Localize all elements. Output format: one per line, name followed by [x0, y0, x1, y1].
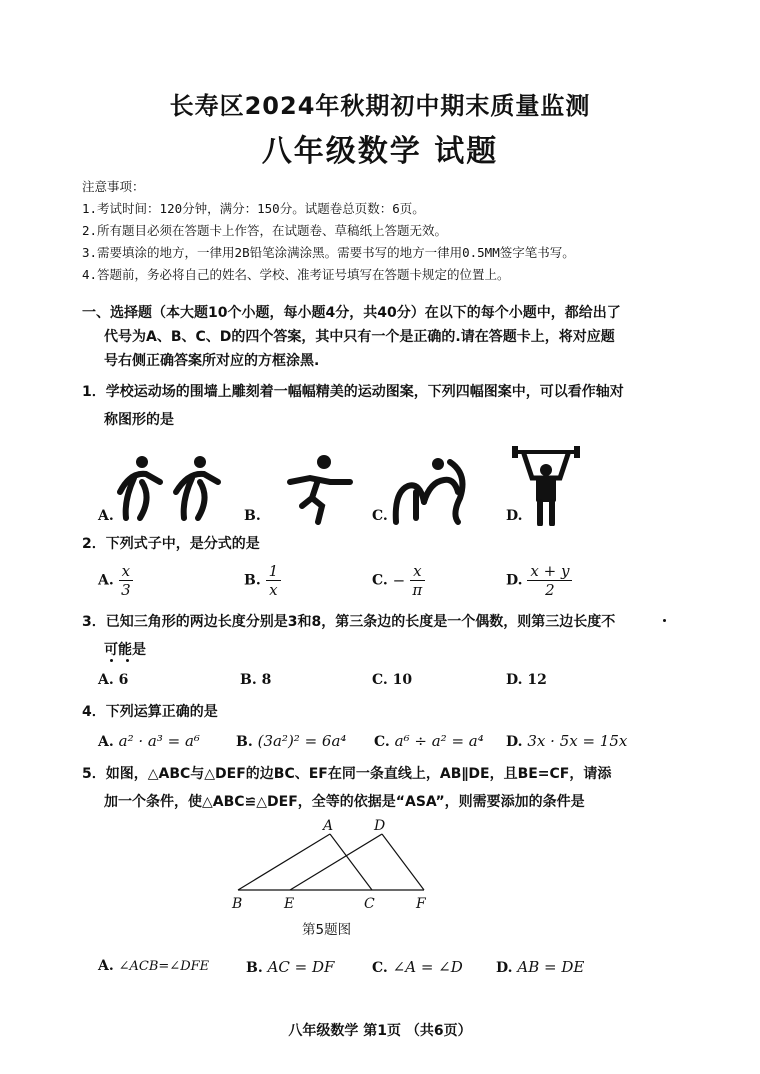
- q2-b-numerator: 1: [266, 562, 282, 581]
- question-4-text: 4．下列运算正确的是: [82, 704, 218, 720]
- q2-d-denominator: 2: [545, 581, 555, 599]
- exam-title-line2: 八年级数学 试题: [261, 134, 499, 169]
- q5-option-b: [246, 958, 334, 976]
- q5-figure-caption: 第5题图: [302, 922, 352, 938]
- q1-option-a-label: A.: [98, 508, 114, 524]
- section-1-instructions: [82, 301, 682, 373]
- q2-option-a-fraction: [119, 562, 133, 599]
- note-item-1: 1.考试时间：120分钟，满分：150分。试题卷总页数：6页。: [82, 201, 425, 216]
- q4-option-c: [374, 732, 484, 750]
- q4-option-d: [506, 732, 627, 750]
- question-1: [82, 378, 682, 434]
- q2-b-denominator: x: [269, 581, 278, 599]
- q2-option-a: [98, 562, 133, 599]
- question-2-text: 2．下列式子中，是分式的是: [82, 536, 260, 552]
- q4-option-b: [236, 732, 346, 750]
- emphasis-dot: [110, 659, 113, 662]
- q1-option-c-label: C.: [372, 508, 388, 524]
- q2-option-d: [506, 562, 572, 599]
- note-item-2: 2.所有题目必须在答题卡上作答，在试题卷、草稿纸上答题无效。: [82, 223, 448, 238]
- exam-title-line1: 长寿区2024年秋期初中期末质量监测: [169, 92, 591, 120]
- q5-option-b-label: B.: [246, 960, 263, 976]
- q5-option-a: [98, 958, 209, 974]
- q2-c-denominator: π: [412, 581, 423, 599]
- section-1-line-3: 号右侧正确答案所对应的方框涂黑.: [104, 353, 320, 369]
- q4-option-a-label: A.: [98, 734, 114, 750]
- question-3: [82, 608, 682, 664]
- q2-option-b-fraction: [266, 562, 282, 599]
- q5-option-c: [372, 958, 463, 976]
- q2-option-b: [244, 562, 281, 599]
- q4-option-c-label: C.: [374, 734, 390, 750]
- q4-option-a: [98, 732, 200, 750]
- q2-d-numerator: x + y: [527, 562, 572, 581]
- question-3-line-2: 可能是: [104, 642, 146, 658]
- q1-option-d-label: D.: [506, 508, 523, 524]
- q4-c-expression: a⁶ ÷ a² = a⁴: [394, 732, 484, 750]
- q2-option-c: [372, 562, 425, 599]
- section-1-line-1: 一、选择题（本大题10个小题，每小题4分，共40分）在以下的每个小题中，都给出了: [82, 305, 621, 321]
- question-1-line-1: 1．学校运动场的围墙上雕刻着一幅幅精美的运动图案，下列四幅图案中，可以看作轴对: [82, 384, 624, 400]
- emphasis-dot: [663, 619, 666, 622]
- q2-option-c-label: C.: [372, 572, 388, 589]
- point-d-label: D: [374, 818, 386, 834]
- q2-option-c-fraction: [410, 562, 424, 599]
- point-f-label: F: [416, 896, 426, 912]
- line-ab: [238, 834, 330, 890]
- q5-a-expression: ∠ACB=∠DFE: [118, 959, 210, 974]
- section-1-line-2: 代号为A、B、C、D的四个答案，其中只有一个是正确的.请在答题卡上，将对应题: [104, 329, 615, 345]
- notes-heading: 注意事项：: [82, 179, 145, 194]
- q3-option-c: C. 10: [372, 672, 413, 688]
- q5-d-expression: AB = DE: [517, 958, 585, 976]
- q2-c-sign: −: [392, 571, 406, 590]
- q4-d-expression: 3x · 5x = 15x: [527, 732, 628, 750]
- question-5-line-2: 加一个条件，使△ABC≌△DEF，全等的依据是“ASA”，则需要添加的条件是: [104, 794, 585, 810]
- point-e-label: E: [284, 896, 295, 912]
- q5-triangle-figure: [228, 814, 438, 914]
- point-b-label: B: [232, 896, 243, 912]
- q4-b-expression: (3a²)² = 6a⁴: [257, 732, 347, 750]
- q2-option-d-label: D.: [506, 572, 523, 589]
- q5-option-c-label: C.: [372, 960, 388, 976]
- q5-option-d: [496, 958, 584, 976]
- q3-option-d: D. 12: [506, 672, 547, 688]
- emphasis-dot: [126, 659, 129, 662]
- note-item-3: 3.需要填涂的地方，一律用2B铅笔涂满涂黑。需要书写的地方一律用0.5MM签字笔书写。: [82, 245, 575, 260]
- q3-option-b: B. 8: [240, 672, 272, 688]
- question-5-line-1: 5．如图，△ABC与△DEF的边BC、EF在同一条直线上，AB∥DE，且BE=CF，请添: [82, 766, 612, 782]
- q1-option-b-figure: [282, 452, 356, 526]
- q1-option-a-figure: [112, 452, 232, 524]
- q1-option-b-label: B.: [244, 508, 261, 524]
- q2-option-b-label: B.: [244, 572, 261, 589]
- q4-a-expression: a² · a³ = a⁶: [118, 732, 200, 750]
- line-df: [382, 834, 424, 890]
- q1-option-d-figure: [508, 446, 584, 526]
- q5-option-a-label: A.: [98, 958, 114, 974]
- q2-a-numerator: x: [119, 562, 133, 581]
- point-a-label: A: [323, 818, 334, 834]
- point-c-label: C: [364, 896, 375, 912]
- question-3-line-1: 3．已知三角形的两边长度分别是3和8，第三条边的长度是一个偶数，则第三边长度不: [82, 614, 616, 630]
- q3-option-a: A. 6: [98, 672, 129, 688]
- q2-a-denominator: 3: [121, 581, 131, 599]
- question-2: [82, 530, 682, 558]
- q4-option-d-label: D.: [506, 734, 523, 750]
- q5-b-expression: AC = DF: [267, 958, 335, 976]
- q1-option-c-figure: [388, 452, 488, 526]
- q4-option-b-label: B.: [236, 734, 253, 750]
- q5-c-expression: ∠A = ∠D: [392, 958, 463, 976]
- q2-option-a-label: A.: [98, 572, 114, 589]
- q2-option-d-fraction: [527, 562, 572, 599]
- question-4: [82, 698, 682, 726]
- question-1-line-2: 称图形的是: [104, 412, 174, 428]
- question-5: [82, 760, 682, 816]
- q5-option-d-label: D.: [496, 960, 513, 976]
- q2-c-numerator: x: [410, 562, 424, 581]
- note-item-4: 4.答题前，务必将自己的姓名、学校、准考证号填写在答题卡规定的位置上。: [82, 267, 510, 282]
- page-footer: 八年级数学 第1页 （共6页）: [288, 1023, 472, 1039]
- notes-block: [82, 176, 575, 286]
